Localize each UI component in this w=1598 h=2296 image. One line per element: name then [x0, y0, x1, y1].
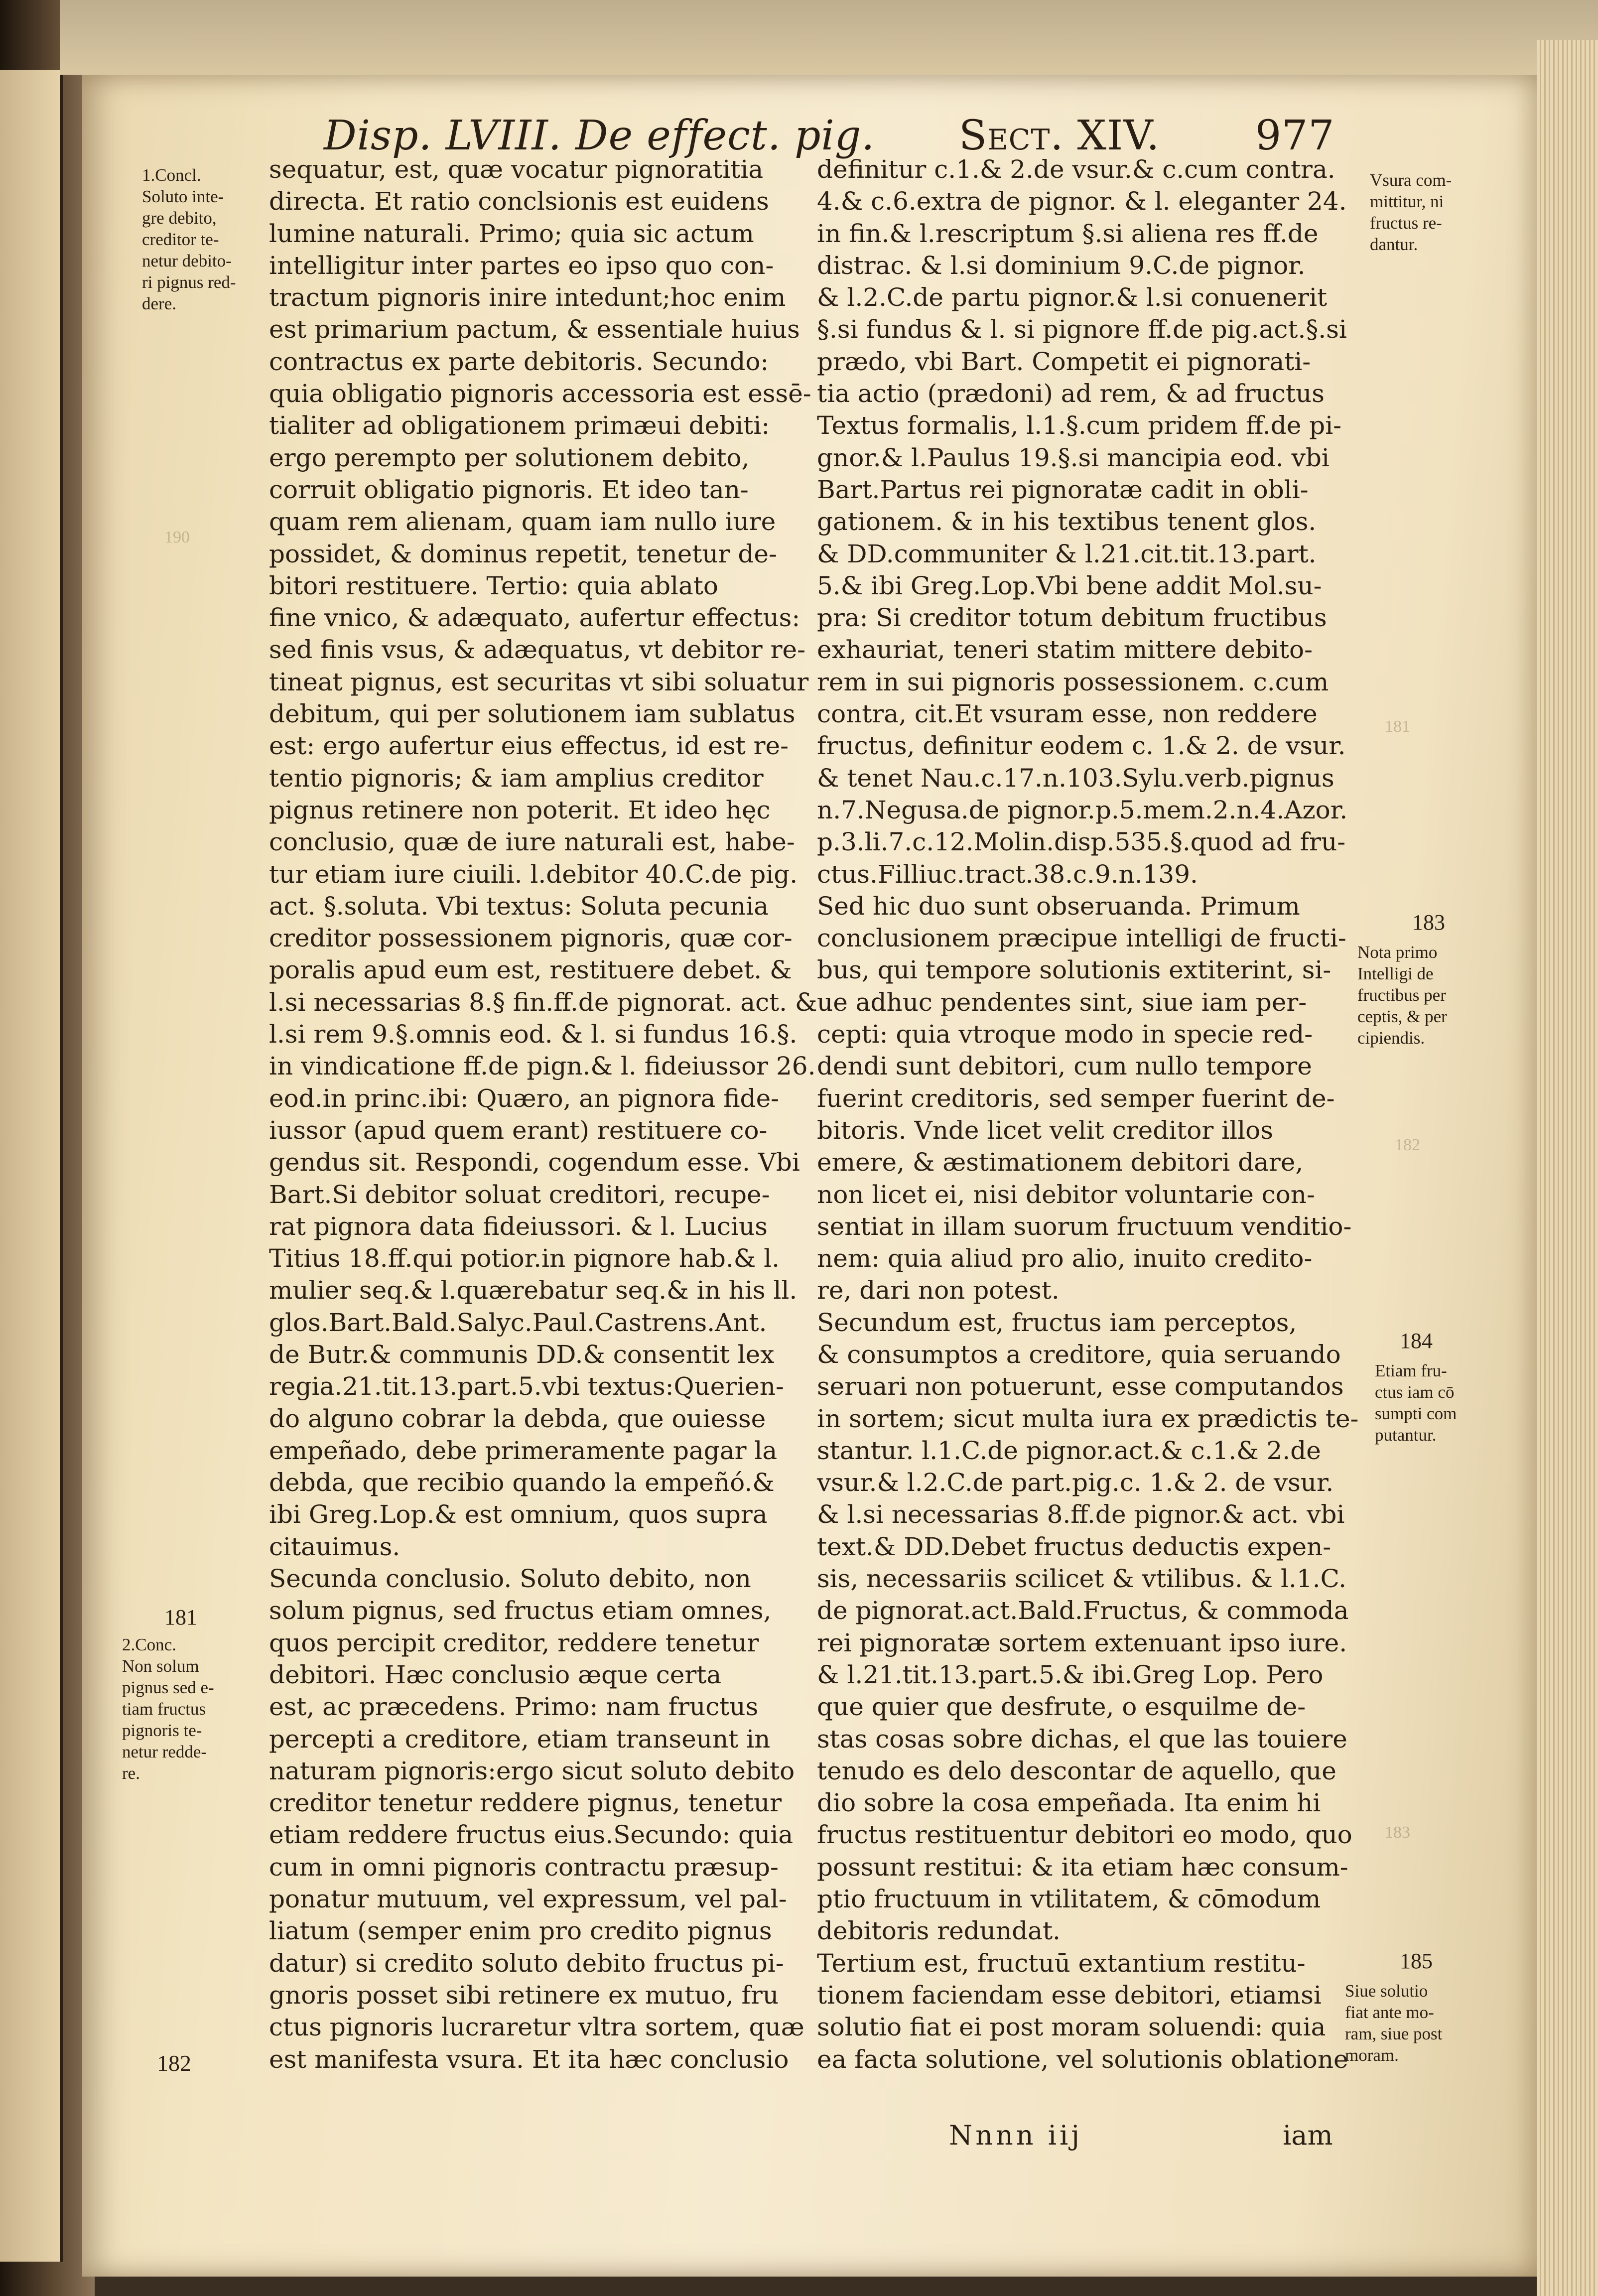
- text-line: debitum, qui per solutionem iam sublatus: [269, 699, 796, 729]
- text-line: quam rem alienam, quam iam nullo iure: [269, 507, 776, 537]
- text-line: l.si rem 9.§.omnis eod. & l. si fundus 16.§.: [269, 1020, 798, 1049]
- text-line: & l.2.C.de partu pignor.& l.si conuenerit: [817, 283, 1328, 312]
- text-line: §.si fundus & l. si pignore ff.de pig.act.§.si: [817, 315, 1347, 344]
- text-line: Secunda conclusio. Soluto debito, non: [269, 1564, 751, 1594]
- text-line: creditor te-: [142, 230, 219, 249]
- text-line: Soluto inte-: [142, 187, 224, 206]
- text-line: sentiat in illam suorum fructuum venditio-: [817, 1212, 1352, 1241]
- bleed-through-number: 183: [1385, 1823, 1410, 1842]
- margin-note-number-181: 181: [164, 1605, 197, 1629]
- text-line: Textus formalis, l.1.§.cum pridem ff.de pi-: [817, 411, 1342, 440]
- text-line: Sed hic duo sunt obseruanda. Primum: [817, 891, 1300, 921]
- margin-note-vsura: [1370, 169, 1452, 255]
- running-head: Disp. LVIII. De effect. pig.: [324, 112, 875, 159]
- text-line: Etiam fru-: [1375, 1361, 1447, 1380]
- text-line: corruit obligatio pignoris. Et ideo tan-: [269, 475, 749, 504]
- margin-note-number-184: 184: [1400, 1329, 1433, 1353]
- text-line: Siue solutio: [1345, 1981, 1428, 2001]
- text-line: dio sobre la cosa empeñada. Ita enim hi: [817, 1788, 1321, 1818]
- margin-note-185: [1345, 1980, 1442, 2066]
- text-line: Bart.Si debitor soluat creditori, recupe-: [269, 1180, 770, 1209]
- section-head: Sect. XIV.: [959, 112, 1160, 159]
- text-line: ram, siue post: [1345, 2024, 1443, 2043]
- text-line: de pignorat.act.Bald.Fructus, & commoda: [817, 1596, 1349, 1625]
- text-line: pignus sed e-: [122, 1678, 214, 1697]
- text-line: ptio fructuum in vtilitatem, & cōmodum: [817, 1885, 1321, 1914]
- text-line: & l.si necessarias 8.ff.de pignor.& act. vbi: [817, 1500, 1345, 1529]
- text-line: fructibus per: [1357, 985, 1446, 1005]
- text-line: fine vnico, & adæquato, aufertur effectus:: [269, 603, 800, 633]
- margin-note-number-182: 182: [157, 2050, 191, 2076]
- text-line: ponatur mutuum, vel expressum, vel pal-: [269, 1885, 787, 1914]
- text-line: debitoris redundat.: [817, 1916, 1061, 1946]
- text-line: dendi sunt debitori, cum nullo tempore: [817, 1052, 1312, 1081]
- text-line: stantur. l.1.C.de pignor.act.& c.1.& 2.de: [817, 1436, 1321, 1465]
- text-line: nem: quia aliud pro alio, inuito credito-: [817, 1244, 1313, 1273]
- text-line: exhauriat, teneri statim mittere debito-: [817, 635, 1313, 665]
- text-line: vsur.& l.2.C.de part.pig.c. 1.& 2. de vsur.: [817, 1468, 1334, 1497]
- text-line: est manifesta vsura. Et ita hæc conclusio: [269, 2044, 789, 2074]
- text-line: dantur.: [1370, 235, 1418, 254]
- margin-note-number-183: 183: [1412, 910, 1445, 935]
- text-line: empeñado, debe primeramente pagar la: [269, 1436, 778, 1465]
- text-line: n.7.Negusa.de pignor.p.5.mem.2.n.4.Azor.: [817, 795, 1348, 824]
- text-line: tractum pignoris inire intedunt;hoc enim: [269, 283, 786, 312]
- bleed-through-number: 182: [1395, 1136, 1420, 1154]
- text-line: ibi Greg.Lop.& est omnium, quos supra: [269, 1500, 768, 1529]
- text-line: Nota primo: [1357, 943, 1438, 962]
- text-line: tionem faciendam esse debitori, etiamsi: [817, 1980, 1322, 2010]
- text-line: ea facta solutione, vel solutionis oblatione: [817, 2044, 1348, 2074]
- text-line: creditor tenetur reddere pignus, tenetur: [269, 1788, 782, 1818]
- text-line: netur redde-: [122, 1742, 207, 1761]
- text-line: act. §.soluta. Vbi textus: Soluta pecunia: [269, 891, 769, 921]
- text-line: p.3.li.7.c.12.Molin.disp.535.§.quod ad fru-: [817, 827, 1346, 857]
- text-line: Intelligi de: [1357, 964, 1434, 983]
- margin-note-conclusion-2: [122, 1634, 214, 1784]
- text-line: possunt restitui: & ita etiam hæc consum-: [817, 1852, 1348, 1882]
- text-line: bitoris. Vnde licet velit creditor illos: [817, 1115, 1273, 1145]
- text-line: non licet ei, nisi debitor voluntarie con-: [817, 1180, 1315, 1209]
- text-line: est: ergo aufertur eius effectus, id est re-: [269, 731, 789, 761]
- text-line: 2.Conc.: [122, 1635, 176, 1654]
- text-line: regia.21.tit.13.part.5.vbi textus:Querien-: [269, 1372, 784, 1401]
- text-line: fructus restituentur debitori eo modo, quo: [817, 1820, 1352, 1850]
- text-line: debda, que recibio quando la empeñó.&: [269, 1468, 775, 1497]
- text-line: ergo perempto per solutionem debito,: [269, 443, 750, 472]
- text-line: in fin.& l.rescriptum §.si aliena res ff.de: [817, 219, 1319, 248]
- text-line: Non solum: [122, 1656, 199, 1676]
- text-line: que quier que desfrute, o esquilme de-: [817, 1692, 1306, 1722]
- text-line: ctus.Filliuc.tract.38.c.9.n.139.: [817, 859, 1198, 889]
- margin-note-number-185: 185: [1400, 1949, 1433, 1973]
- text-line: ri pignus red-: [142, 272, 236, 292]
- text-line: quos percipit creditor, reddere tenetur: [269, 1628, 759, 1657]
- text-line: pra: Si creditor totum debitum fructibus: [817, 603, 1327, 633]
- bleed-through-number: 190: [164, 528, 190, 546]
- text-line: 5.& ibi Greg.Lop.Vbi bene addit Mol.su-: [817, 571, 1322, 600]
- text-line: rem in sui pignoris possessionem. c.cum: [817, 667, 1329, 696]
- text-line: de Butr.& communis DD.& consentit lex: [269, 1340, 775, 1369]
- text-line: contra, cit.Et vsuram esse, non reddere: [817, 699, 1318, 729]
- text-line: tia actio (prædoni) ad rem, & ad fructus: [817, 379, 1325, 408]
- text-line: prædo, vbi Bart. Competit ei pignorati-: [817, 347, 1311, 376]
- text-line: ue adhuc pendentes sint, siue iam per-: [817, 987, 1307, 1017]
- text-line: solutio fiat ei post moram soluendi: quia: [817, 2013, 1326, 2042]
- text-line: bitori restituere. Tertio: quia ablato: [269, 571, 718, 600]
- catchword: iam: [1283, 2120, 1333, 2151]
- margin-note-184: [1375, 1360, 1457, 1446]
- text-line: tineat pignus, est securitas vt sibi soluatur: [269, 667, 809, 696]
- text-line: cepti: quia vtroque modo in specie red-: [817, 1020, 1313, 1049]
- text-line: definitur c.1.& 2.de vsur.& c.cum contra.: [817, 155, 1335, 184]
- text-line: fiat ante mo-: [1345, 2003, 1434, 2022]
- text-line: sed finis vsus, & adæquatus, vt debitor re-: [269, 635, 805, 665]
- text-line: seruari non potuerunt, esse computandos: [817, 1372, 1344, 1401]
- text-line: tiam fructus: [122, 1699, 206, 1719]
- text-line: cum in omni pignoris contractu præsup-: [269, 1852, 779, 1882]
- page-fore-edge: [1537, 40, 1598, 2296]
- text-line: fuerint creditoris, sed semper fuerint de-: [817, 1083, 1335, 1113]
- text-line: in vindicatione ff.de pign.& l. fideiussor 26.: [269, 1052, 816, 1081]
- text-line: & l.21.tit.13.part.5.& ibi.Greg Lop. Pero: [817, 1660, 1324, 1689]
- text-line: do alguno cobrar la debda, que ouiesse: [269, 1404, 766, 1433]
- text-line: pignus retinere non poterit. Et ideo hęc: [269, 795, 771, 824]
- text-line: quia obligatio pignoris accessoria est essē-: [269, 379, 811, 408]
- text-line: stas cosas sobre dichas, el que las touiere: [817, 1724, 1347, 1754]
- text-line: 1.Concl.: [142, 165, 201, 185]
- text-line: gendus sit. Respondi, cogendum esse. Vbi: [269, 1148, 800, 1177]
- text-line: conclusionem præcipue intelligi de fructi-: [817, 924, 1346, 953]
- text-line: putantur.: [1375, 1425, 1437, 1445]
- text-line: bus, qui tempore solutionis extiterint, si-: [817, 955, 1332, 985]
- text-line: est, ac præcedens. Primo: nam fructus: [269, 1692, 759, 1722]
- text-line: mittitur, ni: [1370, 192, 1444, 211]
- text-line: tialiter ad obligationem primæui debiti:: [269, 411, 770, 440]
- text-line: pignoris te-: [122, 1721, 202, 1740]
- text-line: Bart.Partus rei pignoratæ cadit in obli-: [817, 475, 1309, 504]
- text-line: liatum (semper enim pro credito pignus: [269, 1916, 772, 1946]
- margin-note-183: [1357, 942, 1447, 1049]
- text-line: gre debito,: [142, 208, 217, 228]
- text-line: tur etiam iure ciuili. l.debitor 40.C.de pig.: [269, 859, 798, 889]
- text-line: gnor.& l.Paulus 19.§.si mancipia eod. vbi: [817, 443, 1330, 472]
- text-line: rei pignoratæ sortem extenuant ipso iure.: [817, 1628, 1347, 1657]
- text-line: moram.: [1345, 2045, 1399, 2065]
- text-line: Tertium est, fructuū extantium restitu-: [817, 1948, 1306, 1978]
- text-line: tenudo es delo descontar de aquello, que: [817, 1756, 1336, 1785]
- text-line: creditor possessionem pignoris, quæ cor-: [269, 924, 793, 953]
- text-line: in sortem; sicut multa iura ex prædictis te-: [817, 1404, 1359, 1433]
- text-line: ctus iam cō: [1375, 1382, 1455, 1402]
- text-line: fructus re-: [1370, 213, 1442, 233]
- bleed-through-number: 181: [1385, 717, 1410, 736]
- text-line: naturam pignoris:ergo sicut soluto debito: [269, 1756, 795, 1785]
- text-line: sequatur, est, quæ vocatur pignoratitia: [269, 155, 764, 184]
- text-line: iussor (apud quem erant) restituere co-: [269, 1115, 768, 1145]
- text-line: & tenet Nau.c.17.n.103.Sylu.verb.pignus: [817, 763, 1334, 793]
- text-line: re, dari non potest.: [817, 1276, 1060, 1305]
- text-line: sumpti com: [1375, 1404, 1457, 1423]
- text-line: rat pignora data fideiussori. & l. Lucius: [269, 1212, 768, 1241]
- text-line: mulier seq.& l.quærebatur seq.& in his ll.: [269, 1276, 798, 1305]
- text-line: intelligitur inter partes eo ipso quo con-: [269, 251, 774, 280]
- text-line: text.& DD.Debet fructus deductis expen-: [817, 1532, 1332, 1561]
- text-line: & DD.communiter & l.21.cit.tit.13.part.: [817, 539, 1317, 568]
- text-line: cipiendis.: [1357, 1028, 1425, 1048]
- text-line: emere, & æstimationem debitori dare,: [817, 1148, 1304, 1177]
- text-line: gationem. & in his textibus tenent glos.: [817, 507, 1317, 537]
- text-line: est primarium pactum, & essentiale huius: [269, 315, 800, 344]
- text-line: contractus ex parte debitoris. Secundo:: [269, 347, 769, 376]
- text-line: l.si necessarias 8.§ fin.ff.de pignorat. act. &: [269, 987, 817, 1017]
- text-line: eod.in princ.ibi: Quæro, an pignora fide-: [269, 1083, 780, 1113]
- text-line: fructus, definitur eodem c. 1.& 2. de vsur.: [817, 731, 1346, 761]
- margin-note-conclusion-1: [142, 164, 236, 314]
- text-line: poralis apud eum est, restituere debet. &: [269, 955, 792, 985]
- text-line: percepti a creditore, etiam transeunt in: [269, 1724, 771, 1754]
- text-line: glos.Bart.Bald.Salyc.Paul.Castrens.Ant.: [269, 1308, 767, 1337]
- top-binding-edge: [60, 0, 1598, 75]
- page-number: 977: [1255, 112, 1335, 159]
- text-line: & consumptos a creditore, quia seruando: [817, 1340, 1341, 1369]
- text-line: gnoris posset sibi retinere ex mutuo, fru: [269, 1980, 779, 2010]
- facing-page-edge: [0, 70, 63, 2262]
- text-line: solum pignus, sed fructus etiam omnes,: [269, 1596, 772, 1625]
- text-line: etiam reddere fructus eius.Secundo: quia: [269, 1820, 794, 1850]
- text-line: datur) si credito soluto debito fructus pi-: [269, 1948, 784, 1978]
- text-line: possidet, & dominus repetit, tenetur de-: [269, 539, 777, 568]
- text-line: debitori. Hæc conclusio æque certa: [269, 1660, 722, 1689]
- text-line: ceptis, & per: [1357, 1007, 1447, 1026]
- text-line: re.: [122, 1763, 140, 1783]
- signature-mark: Nnnn iij: [949, 2120, 1083, 2151]
- text-line: ctus pignoris lucraretur vltra sortem, quæ: [269, 2013, 804, 2042]
- text-line: dere.: [142, 294, 176, 313]
- text-line: 4.& c.6.extra de pignor. & l. eleganter 24.: [817, 187, 1347, 216]
- text-line: sis, necessariis scilicet & vtilibus. & l.1.C.: [817, 1564, 1346, 1594]
- text-line: lumine naturali. Primo; quia sic actum: [269, 219, 754, 248]
- text-line: conclusio, quæ de iure naturali est, habe-: [269, 827, 795, 857]
- text-line: Titius 18.ff.qui potior.in pignore hab.& l.: [269, 1244, 780, 1273]
- text-line: citauimus.: [269, 1532, 400, 1561]
- text-line: distrac. & l.si dominium 9.C.de pignor.: [817, 251, 1306, 280]
- left-text-column: [269, 153, 817, 2075]
- text-line: tentio pignoris; & iam amplius creditor: [269, 763, 764, 793]
- right-text-column: [817, 153, 1359, 2075]
- text-line: directa. Et ratio conclsionis est euidens: [269, 187, 769, 216]
- text-line: Vsura com-: [1370, 170, 1452, 190]
- text-line: Secundum est, fructus iam perceptos,: [817, 1308, 1297, 1337]
- text-line: netur debito-: [142, 251, 232, 270]
